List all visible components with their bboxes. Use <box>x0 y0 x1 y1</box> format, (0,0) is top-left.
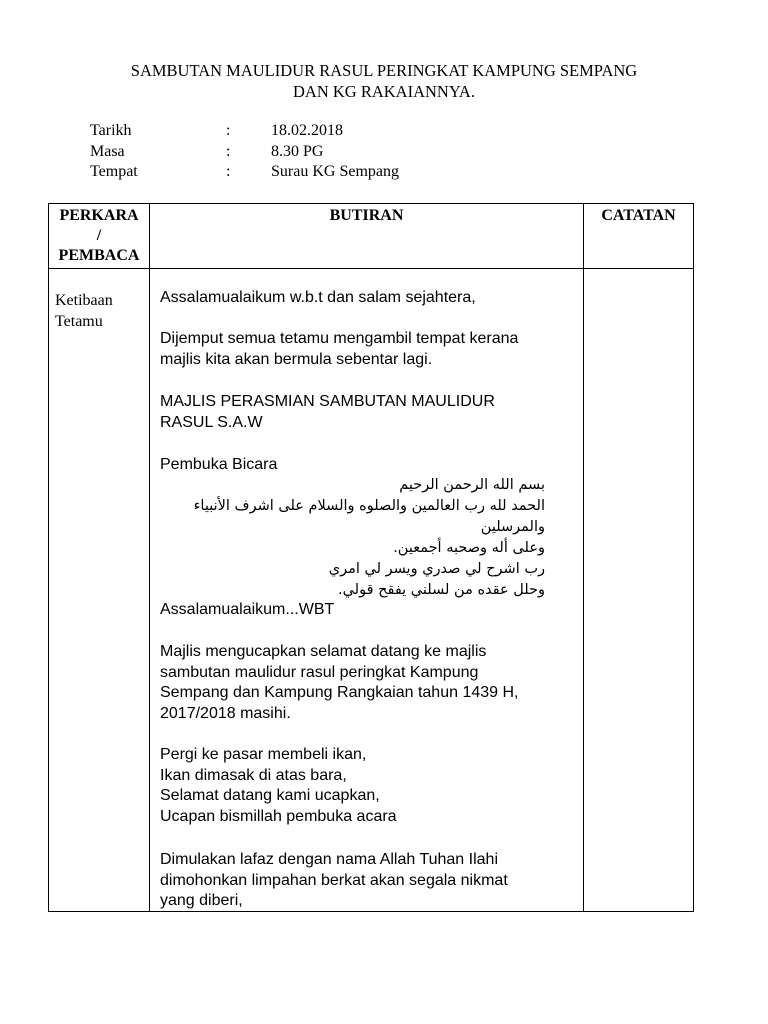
welcome-line: Sempang dan Kampung Rangkaian tahun 1439 H, <box>160 684 519 701</box>
meta-colon: : <box>226 122 231 139</box>
salam-paragraph <box>160 600 580 621</box>
table-column-divider-1 <box>149 203 150 912</box>
arabic-line: الحمد لله رب العالمين والصلوه والسلام على اشرف الأنبياء والمرسلين <box>193 498 545 535</box>
perkara-line: Tetamu <box>55 312 103 330</box>
arabic-line: وحلل عقده من لسلني يفقح قولي. <box>337 582 545 598</box>
pantun-line: Pergi ke pasar membeli ikan, <box>160 746 367 763</box>
meta-value: 8.30 PG <box>271 143 324 160</box>
header-pembaca-line: PEMBACA <box>58 247 140 264</box>
arabic-block <box>155 475 555 601</box>
meta-value: 18.02.2018 <box>271 122 343 139</box>
meta-label: Tarikh <box>90 122 132 139</box>
welcome-paragraph <box>160 642 580 724</box>
header-slash-line: / <box>96 227 102 244</box>
meta-label: Masa <box>90 143 125 160</box>
pantun-paragraph <box>160 745 580 827</box>
majlis-line: RASUL S.A.W <box>160 413 263 431</box>
document-title-line-2: DAN KG RAKAIANNYA. <box>293 82 475 101</box>
majlis-heading <box>160 392 580 433</box>
header-catatan: CATATAN <box>601 207 676 224</box>
table-header-divider <box>48 268 694 269</box>
table-border-top <box>48 203 694 204</box>
closing-line: dimohonkan limpahan berkat akan segala nikmat <box>160 871 508 889</box>
closing-line: Dimulakan lafaz dengan nama Allah Tuhan Ilahi <box>160 851 498 868</box>
salam-text: Assalamualaikum...WBT <box>160 601 335 618</box>
table-border-left <box>48 203 49 912</box>
meta-value: Surau KG Sempang <box>271 163 399 180</box>
meta-colon: : <box>226 143 231 160</box>
invite-line: majlis kita akan bermula sebentar lagi. <box>160 350 433 368</box>
greeting-text: Assalamualaikum w.b.t dan salam sejahtera, <box>160 289 476 306</box>
welcome-line: sambutan maulidur rasul peringkat Kampung <box>160 663 479 681</box>
table-column-divider-2 <box>583 203 584 912</box>
closing-line: yang diberi, <box>160 892 243 909</box>
meta-label: Tempat <box>90 163 138 180</box>
perkara-cell <box>55 291 147 332</box>
document-title-line-1: SAMBUTAN MAULIDUR RASUL PERINGKAT KAMPUNG SEMPANG <box>130 61 638 80</box>
header-butiran: BUTIRAN <box>329 207 404 224</box>
pembuka-bicara-heading <box>160 455 580 476</box>
meta-colon: : <box>226 163 231 180</box>
majlis-line: MAJLIS PERASMIAN SAMBUTAN MAULIDUR <box>160 393 495 410</box>
pembuka-bicara-text: Pembuka Bicara <box>160 456 278 473</box>
closing-paragraph <box>160 850 580 912</box>
pantun-line: Ikan dimasak di atas bara, <box>160 766 347 784</box>
arabic-line: وعلى أله وصحبه أجمعين. <box>393 540 545 556</box>
pantun-line: Ucapan bismillah pembuka acara <box>160 807 397 825</box>
table-border-right <box>693 203 694 912</box>
butiran-cell <box>160 288 580 309</box>
arabic-line: رب اشرح لي صدري ويسر لي امري <box>328 561 545 577</box>
pantun-line: Selamat datang kami ucapkan, <box>160 787 380 804</box>
header-perkara-line: PERKARA <box>59 207 139 224</box>
invite-paragraph <box>160 329 580 370</box>
arabic-line: بسم الله الرحمن الرحيم <box>399 477 545 493</box>
welcome-line: 2017/2018 masihi. <box>160 704 291 722</box>
header-perkara-pembaca <box>49 206 149 266</box>
welcome-line: Majlis mengucapkan selamat datang ke majlis <box>160 643 487 660</box>
invite-line: Dijemput semua tetamu mengambil tempat kerana <box>160 330 519 347</box>
perkara-line: Ketibaan <box>55 292 113 309</box>
